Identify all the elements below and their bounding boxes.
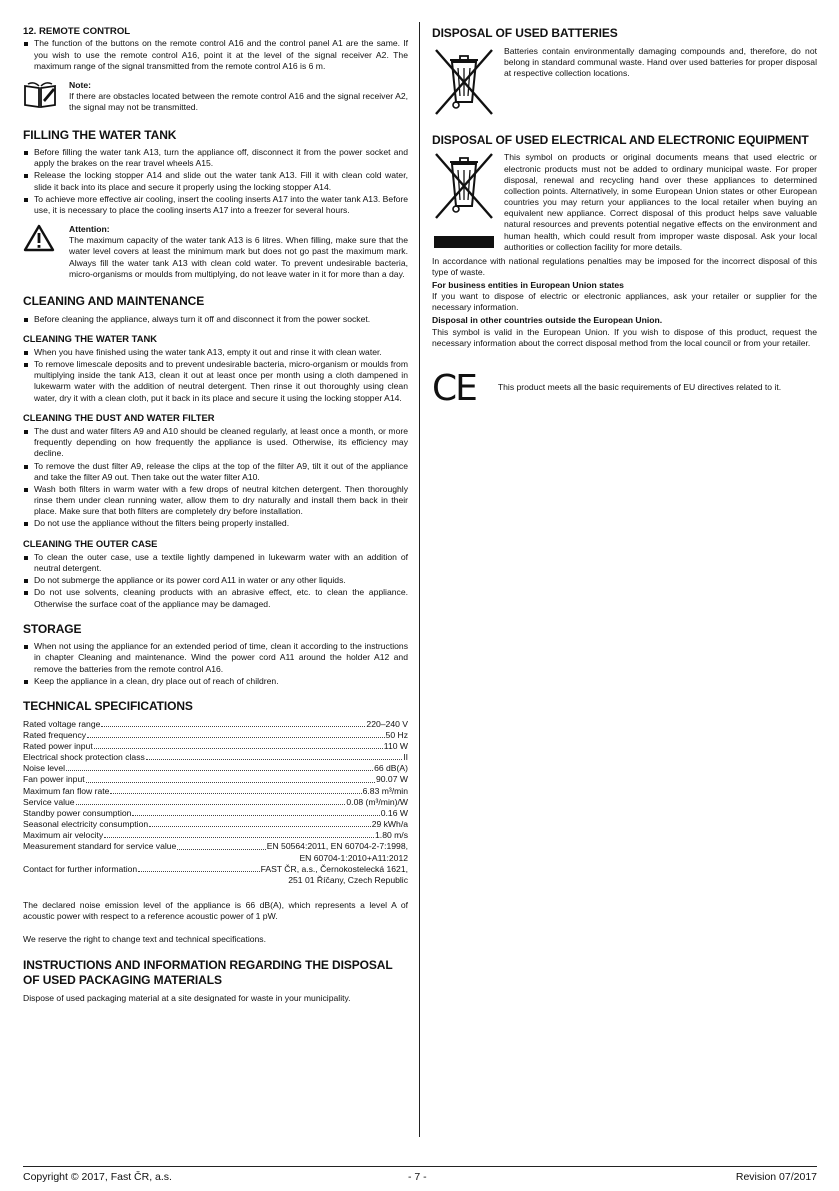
storage-section xyxy=(23,622,408,687)
spec-row xyxy=(23,819,408,830)
list-item: Wash both filters in warm water with a few drops of neutral kitchen detergent. Then thoroughly rinse them under clean running water, allow them to dry naturally and install them back in their place. Make sure that both filters are completely dry before installation. xyxy=(23,484,408,518)
spec-row xyxy=(23,864,408,875)
list-item: To achieve more effective air cooling, insert the cooling inserts A17 into the water tank A13. Before use, it is necessary to place the cooling inserts A17 into a freezer for several hours. xyxy=(23,194,408,216)
spec-label: Contact for further information xyxy=(23,863,138,874)
spec-label: Rated power input xyxy=(23,740,93,751)
spec-label: Measurement standard for service value xyxy=(23,841,177,852)
list-item: To remove limescale deposits and to prevent undesirable bacteria, micro-organism or moulds from multiplying inside the tank A13, clean it out at least once per month using a cloth dampened in lukewarm water with the addition of neutral detergent. Then rinse it out thoroughly using clean water, dry it with a clean cloth, put it back in its place and secure it using the locking stopper A14. xyxy=(23,359,408,404)
weee-section xyxy=(432,133,817,349)
footer-copyright: Copyright © 2017, Fast ČR, a.s. xyxy=(23,1171,172,1183)
packaging-text: Dispose of used packaging material at a site designated for waste in your municipality. xyxy=(23,992,351,1003)
spec-value: 220–240 V xyxy=(366,718,408,729)
list-item: Do not use the appliance without the filters being properly installed. xyxy=(23,518,408,529)
dot-leader xyxy=(149,826,371,827)
note-title: Note: xyxy=(69,79,91,90)
weee-penalty: In accordance with national regulations penalties may be imposed for the incorrect disposal of this type of waste. xyxy=(432,255,817,277)
dot-leader xyxy=(110,793,361,794)
warning-icon xyxy=(23,224,57,282)
spec-label: Rated voltage range xyxy=(23,718,101,729)
spec-row xyxy=(23,841,408,852)
dot-leader xyxy=(132,815,379,816)
spec-value: 6.83 m³/min xyxy=(362,785,408,796)
attention-box xyxy=(23,224,408,282)
list-item: The dust and water filters A9 and A10 should be cleaned regularly, at least once a month, or more frequently depending on how frequently the appliance is used. Otherwise, its efficiency may decline. xyxy=(23,426,408,460)
right-column xyxy=(432,26,817,407)
case-list xyxy=(23,552,408,610)
spec-row xyxy=(23,719,408,730)
tank-heading: CLEANING THE WATER TANK xyxy=(23,332,158,344)
biz-text: If you want to dispose of electric or electronic appliances, ask your retailer or supplier for the necessary information. xyxy=(432,291,817,313)
other-text: This symbol is valid in the European Union. If you wish to dispose of this product, request the necessary information about the correct disposal method from the local council or from your retailer. xyxy=(432,326,817,348)
list-item: Release the locking stopper A14 and slide out the water tank A13. Fill it with clean cold water, slide it back into its place and secure it properly using the locking stopper A14. xyxy=(23,170,408,192)
ce-section xyxy=(432,367,817,409)
dot-leader xyxy=(146,759,402,760)
batteries-text: Batteries contain environmentally damaging compounds and, therefore, do not belong in standard communal waste. Hand over used batteries for proper disposal at respective collection locations. xyxy=(504,45,817,78)
cleaning-list xyxy=(23,314,408,325)
note-box xyxy=(23,80,408,116)
dot-leader xyxy=(94,748,383,749)
left-column xyxy=(23,26,408,1006)
packaging-heading: INSTRUCTIONS AND INFORMATION REGARDING THE DISPOSAL OF USED PACKAGING MATERIALS xyxy=(23,957,393,988)
attention-text: The maximum capacity of the water tank A13 is 6 litres. When filling, make sure that the water level covers at least the minimum mark but does not go past the maximum mark. Always fill the water tank A13 with clean cold water. To prevent undesirable bacteria, micro-organisms or moulds from multiplying, do not leave water in it for more than a day. xyxy=(69,235,408,279)
page-footer xyxy=(23,1166,817,1185)
tank-list xyxy=(23,347,408,404)
filter-heading: CLEANING THE DUST AND WATER FILTER xyxy=(23,411,215,423)
footer-page-number: - 7 - xyxy=(408,1171,427,1183)
filling-heading: FILLING THE WATER TANK xyxy=(23,127,177,142)
filling-section xyxy=(23,128,408,282)
footer-revision: Revision 07/2017 xyxy=(735,1171,817,1183)
list-item: Do not submerge the appliance or its power cord A11 in water or any other liquids. xyxy=(23,575,408,586)
list-item: When you have finished using the water tank A13, empty it out and rinse it with clean water. xyxy=(23,347,408,358)
spec-value: 90.07 W xyxy=(375,774,408,785)
spec-value-continued: EN 60704-1:2010+A11:2012 xyxy=(299,852,408,863)
tech-section xyxy=(23,699,408,946)
dot-leader xyxy=(177,849,265,850)
spec-label: Maximum air velocity xyxy=(23,830,104,841)
filter-list xyxy=(23,426,408,530)
case-heading: CLEANING THE OUTER CASE xyxy=(23,537,158,549)
spec-value: FAST ČR, a.s., Černokostelecká 1621, xyxy=(260,863,408,874)
spec-label: Service value xyxy=(23,796,75,807)
remote-list xyxy=(23,38,408,72)
spec-value: 0.08 (m³/min)/W xyxy=(346,796,408,807)
spec-label: Maximum fan flow rate xyxy=(23,785,110,796)
spec-value: 66 dB(A) xyxy=(374,763,408,774)
list-item: Keep the appliance in a clean, dry place out of reach of children. xyxy=(23,676,408,687)
list-item: When not using the appliance for an extended period of time, clean it according to the instructions in chapter Cleaning and maintenance. Wind the power cord A11 around the holder A12 and remove the batteries from the remote control A16. xyxy=(23,641,408,675)
storage-heading: STORAGE xyxy=(23,621,82,636)
cleaning-section xyxy=(23,294,408,610)
spec-label: Seasonal electricity consumption xyxy=(23,819,149,830)
filling-list xyxy=(23,147,408,216)
batteries-section xyxy=(432,26,817,121)
dot-leader xyxy=(104,837,374,838)
ce-mark: CE xyxy=(432,367,476,409)
crossed-bin-icon xyxy=(432,46,496,121)
weee-heading: DISPOSAL OF USED ELECTRICAL AND ELECTRONIC EQUIPMENT xyxy=(432,132,809,147)
noise-note: The declared noise emission level of the appliance is 66 dB(A), which represents a level A of acoustic power with respect to a reference acoustic power of 1 pW. xyxy=(23,900,408,922)
spec-value: II xyxy=(403,752,408,763)
note-text: If there are obstacles located between the remote control A16 and the signal receiver A2, the signal may not be transmitted. xyxy=(69,91,408,113)
rights-note: We reserve the right to change text and technical specifications. xyxy=(23,934,266,945)
dot-leader xyxy=(138,871,259,872)
list-item: Do not use solvents, cleaning products with an abrasive effect, etc. to clean the appliance. Otherwise the surface coat of the appliance may be damaged. xyxy=(23,587,408,609)
spec-label: Noise level xyxy=(23,763,66,774)
list-item: To remove the dust filter A9, release the clips at the top of the filter A9, tilt it out of the appliance and take the filter A9 out. Then take out the water filter A10. xyxy=(23,461,408,483)
list-item: The function of the buttons on the remote control A16 and the control panel A1 are the same. If you wish to use the remote control A16, point it at the level of the signal receiver A2. The maximum range of the signal transmitted from the remote control A16 is 6 m. xyxy=(23,38,408,72)
column-divider xyxy=(419,22,420,1137)
spec-row xyxy=(23,786,408,797)
spec-value: 1.80 m/s xyxy=(375,830,408,841)
spec-value: 0.16 W xyxy=(380,807,408,818)
book-icon xyxy=(23,80,57,116)
tech-heading: TECHNICAL SPECIFICATIONS xyxy=(23,698,193,713)
dot-leader xyxy=(87,737,384,738)
cleaning-heading: CLEANING AND MAINTENANCE xyxy=(23,293,205,308)
weee-bin-icon xyxy=(432,152,496,255)
spec-label: Standby power consumption xyxy=(23,807,132,818)
spec-row xyxy=(23,763,408,774)
spec-value: 50 Hz xyxy=(385,729,408,740)
biz-heading: For business entities in European Union states xyxy=(432,279,624,290)
remote-control-section xyxy=(23,26,408,116)
attention-title: Attention: xyxy=(69,224,110,235)
spec-value: 110 W xyxy=(383,740,408,751)
dot-leader xyxy=(66,770,373,771)
list-item: Before filling the water tank A13, turn the appliance off, disconnect it from the power socket and apply the brakes on the rear travel wheels A15. xyxy=(23,147,408,169)
dot-leader xyxy=(101,726,365,727)
list-item: To clean the outer case, use a textile lightly dampened in lukewarm water with an addition of neutral detergent. xyxy=(23,552,408,574)
storage-list xyxy=(23,641,408,687)
spec-row xyxy=(23,752,408,763)
other-heading: Disposal in other countries outside the European Union. xyxy=(432,315,663,326)
spec-row xyxy=(23,741,408,752)
spec-label: Fan power input xyxy=(23,774,85,785)
spec-table xyxy=(23,719,408,887)
weee-text: This symbol on products or original documents means that used electric or electronic products must not be added to ordinary municipal waste. For proper disposal, renewal and recycling hand over these appliances to determined collection points. Alternatively, in some European Union states or other European countries you may return your appliances to the local retailer when buying an equivalent new appliance. Correct disposal of this product helps save valuable natural resources and prevents potential negative effects on the environment and human health, which could result from improper waste disposal. Ask your local authorities or collection facility for more details. xyxy=(504,152,817,252)
spec-value: 29 kWh/a xyxy=(371,819,408,830)
packaging-section xyxy=(23,958,408,1004)
spec-row xyxy=(23,730,408,741)
ce-text: This product meets all the basic requirements of EU directives related to it. xyxy=(497,382,782,393)
spec-value: EN 50564:2011, EN 60704-2-7:1998, xyxy=(266,841,408,852)
spec-value-continued: 251 01 Říčany, Czech Republic xyxy=(288,874,408,885)
spec-row xyxy=(23,808,408,819)
dot-leader xyxy=(86,782,375,783)
dot-leader xyxy=(76,804,346,805)
batteries-heading: DISPOSAL OF USED BATTERIES xyxy=(432,26,618,40)
spec-row xyxy=(23,830,408,841)
spec-row xyxy=(23,774,408,785)
spec-row xyxy=(23,797,408,808)
remote-heading: 12. REMOTE CONTROL xyxy=(23,26,131,37)
list-item: Before cleaning the appliance, always turn it off and disconnect it from the power socket. xyxy=(23,314,408,325)
spec-label: Electrical shock protection class xyxy=(23,752,145,763)
spec-label: Rated frequency xyxy=(23,729,87,740)
